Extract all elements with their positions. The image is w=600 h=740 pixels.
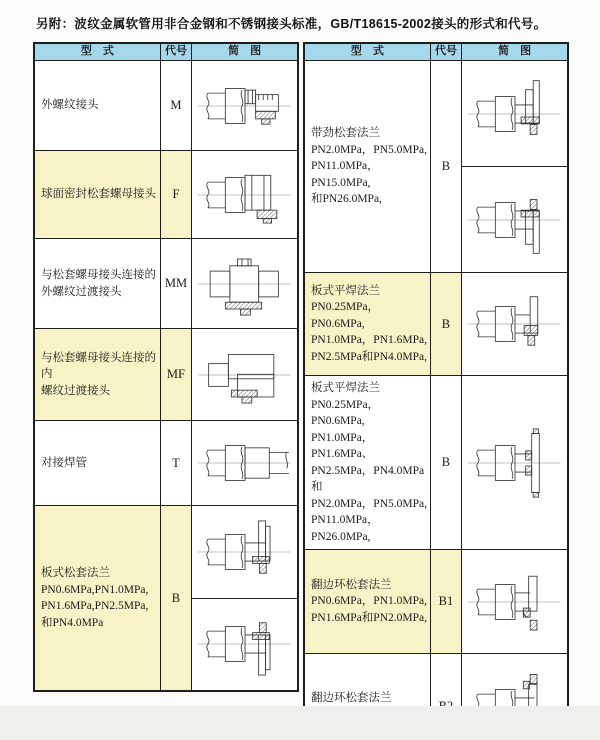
header-cell: 简 图: [228, 45, 262, 57]
code-cell: B: [431, 376, 462, 549]
fitting-diagram-plain-pipe: [195, 424, 294, 502]
type-text-line: PN1.0MPa，PN1.6MPa,: [311, 334, 427, 347]
table-row: [305, 60, 567, 272]
code-cell: B1: [431, 550, 462, 653]
diagram-cell: [192, 598, 297, 691]
diagram-stack: [462, 550, 567, 653]
diagram-cell: [192, 239, 297, 328]
diagram-cell: [192, 506, 297, 598]
code-cell: B: [431, 273, 462, 375]
type-text-line: 对接焊管: [41, 456, 87, 469]
type-text-line: PN11.0MPa，PN15.0MPa,: [311, 160, 379, 189]
type-cell: [35, 421, 161, 505]
fitting-table-left: [33, 42, 299, 692]
type-text-line: PN2.0MPa，PN5.0MPa,: [311, 143, 427, 156]
type-text-line: 翻边环松套法兰: [311, 692, 392, 704]
type-text-line: 外螺纹过渡接头: [41, 285, 122, 298]
fitting-diagram-socket: [195, 336, 294, 414]
type-text-line: PN1.0MPa，PN1.6MPa、: [311, 431, 374, 460]
fitting-diagram-sphere-nut: [195, 156, 294, 234]
type-text-line: 外螺纹接头: [41, 99, 99, 112]
table-row: [35, 420, 297, 505]
table-row: [305, 549, 567, 653]
type-text-line: PN2.5MPa和PN4.0MPa,: [311, 350, 427, 363]
type-text-line: 带劲松套法兰: [311, 127, 380, 140]
diagram-cell: [192, 61, 297, 150]
fitting-diagram-flange-flip-b1: [465, 563, 564, 641]
type-cell: [35, 506, 161, 690]
fitting-diagram-flange-neck-down: [465, 181, 564, 259]
type-cell: [305, 61, 431, 272]
type-text-line: 翻边环松套法兰: [311, 578, 392, 591]
type-cell: [305, 376, 431, 549]
code-cell: MF: [161, 329, 192, 420]
type-cell: [35, 329, 161, 420]
type-text-line: PN0.6MPa，PN1.0MPa,: [311, 595, 427, 608]
table-row: [35, 150, 297, 238]
type-cell: [35, 239, 161, 328]
code-cell: B: [161, 506, 192, 690]
table-header-row: [35, 44, 297, 60]
type-text-line: PN0.25MPa，PN0.6MPa,: [311, 301, 380, 330]
header-cell: 代号: [431, 44, 462, 60]
type-text-line: 板式平焊法兰: [311, 284, 380, 297]
diagram-stack: [192, 506, 297, 690]
diagram-stack: [462, 376, 567, 549]
code-cell: MM: [161, 239, 192, 328]
type-cell: [35, 61, 161, 150]
type-text-line: 板式平焊法兰: [311, 382, 380, 394]
type-text-line: 和PN26.0MPa,: [311, 193, 382, 206]
type-text-line: PN1.6MPa和PN2.0MPa,: [311, 611, 427, 624]
type-text-line: PN2.5MPa，PN4.0MPa和: [311, 464, 425, 493]
header-cell: 型 式: [305, 44, 431, 60]
diagram-stack: [192, 421, 297, 505]
type-text-line: 和PN4.0MPa: [41, 616, 104, 629]
code-cell: T: [161, 421, 192, 505]
type-cell: [305, 273, 431, 375]
header-cell: 型 式: [35, 44, 161, 60]
type-text-line: 球面密封松套螺母接头: [41, 188, 156, 201]
type-text-line: 板式松套法兰: [41, 567, 110, 579]
fitting-diagram-flange-weld2: [465, 424, 564, 502]
diagram-cell: [462, 376, 567, 549]
table-row: [35, 238, 297, 328]
diagram-cell: [462, 273, 567, 375]
page-title: 另附：波纹金属软管用非合金钢和不锈钢接头标准，GB/T18615-2002接头的形式和代号。: [36, 17, 547, 31]
tables-container: [33, 42, 569, 740]
type-cell: [305, 550, 431, 653]
diagram-cell: [462, 550, 567, 653]
header-cell: 简 图: [498, 45, 532, 57]
table-header-row: [305, 44, 567, 60]
type-text-line: PN2.0MPa，PN5.0MPa,: [311, 497, 427, 510]
diagram-cell: [462, 166, 567, 272]
code-cell: M: [161, 61, 192, 150]
diagram-cell: [192, 329, 297, 420]
table-row: [35, 328, 297, 420]
diagram-cell: [192, 421, 297, 505]
header-cell: 代号: [161, 44, 192, 60]
fitting-diagram-flange-loose-up: [195, 513, 294, 591]
code-cell: B: [431, 61, 462, 272]
table-row: [305, 375, 567, 549]
type-text-line: 与松套螺母接头连接的: [41, 269, 156, 281]
type-text-line: PN1.6MPa,PN2.5MPa,: [41, 600, 149, 612]
type-text-line: PN0.6MPa,PN1.0MPa,: [41, 583, 149, 596]
diagram-cell: [462, 61, 567, 166]
page-bottom-margin: [0, 706, 600, 740]
fitting-diagram-flange-neck-up: [465, 75, 564, 153]
diagram-stack: [462, 273, 567, 375]
fitting-diagram-flange-loose-down: [195, 605, 294, 683]
diagram-stack: [192, 239, 297, 328]
fitting-diagram-nipple: [195, 245, 294, 323]
diagram-stack: [192, 61, 297, 150]
diagram-stack: [192, 329, 297, 420]
table-row: [35, 60, 297, 150]
diagram-cell: [192, 151, 297, 238]
type-text-line: PN11.0MPa，PN26.0MPa,: [311, 514, 379, 543]
type-cell: [35, 151, 161, 238]
table-row: [35, 505, 297, 690]
fitting-table-right: [303, 42, 569, 740]
code-cell: F: [161, 151, 192, 238]
fitting-diagram-flange-weld: [465, 285, 564, 363]
fitting-diagram-male-thread: [195, 67, 294, 145]
type-text-line: 螺纹过渡接头: [41, 384, 110, 397]
table-row: [305, 272, 567, 375]
type-text-line: PN0.25MPa，PN0.6MPa,: [311, 398, 380, 427]
type-text-line: 与松套螺母接头连接的内: [41, 351, 156, 381]
diagram-stack: [192, 151, 297, 238]
diagram-stack: [462, 61, 567, 272]
